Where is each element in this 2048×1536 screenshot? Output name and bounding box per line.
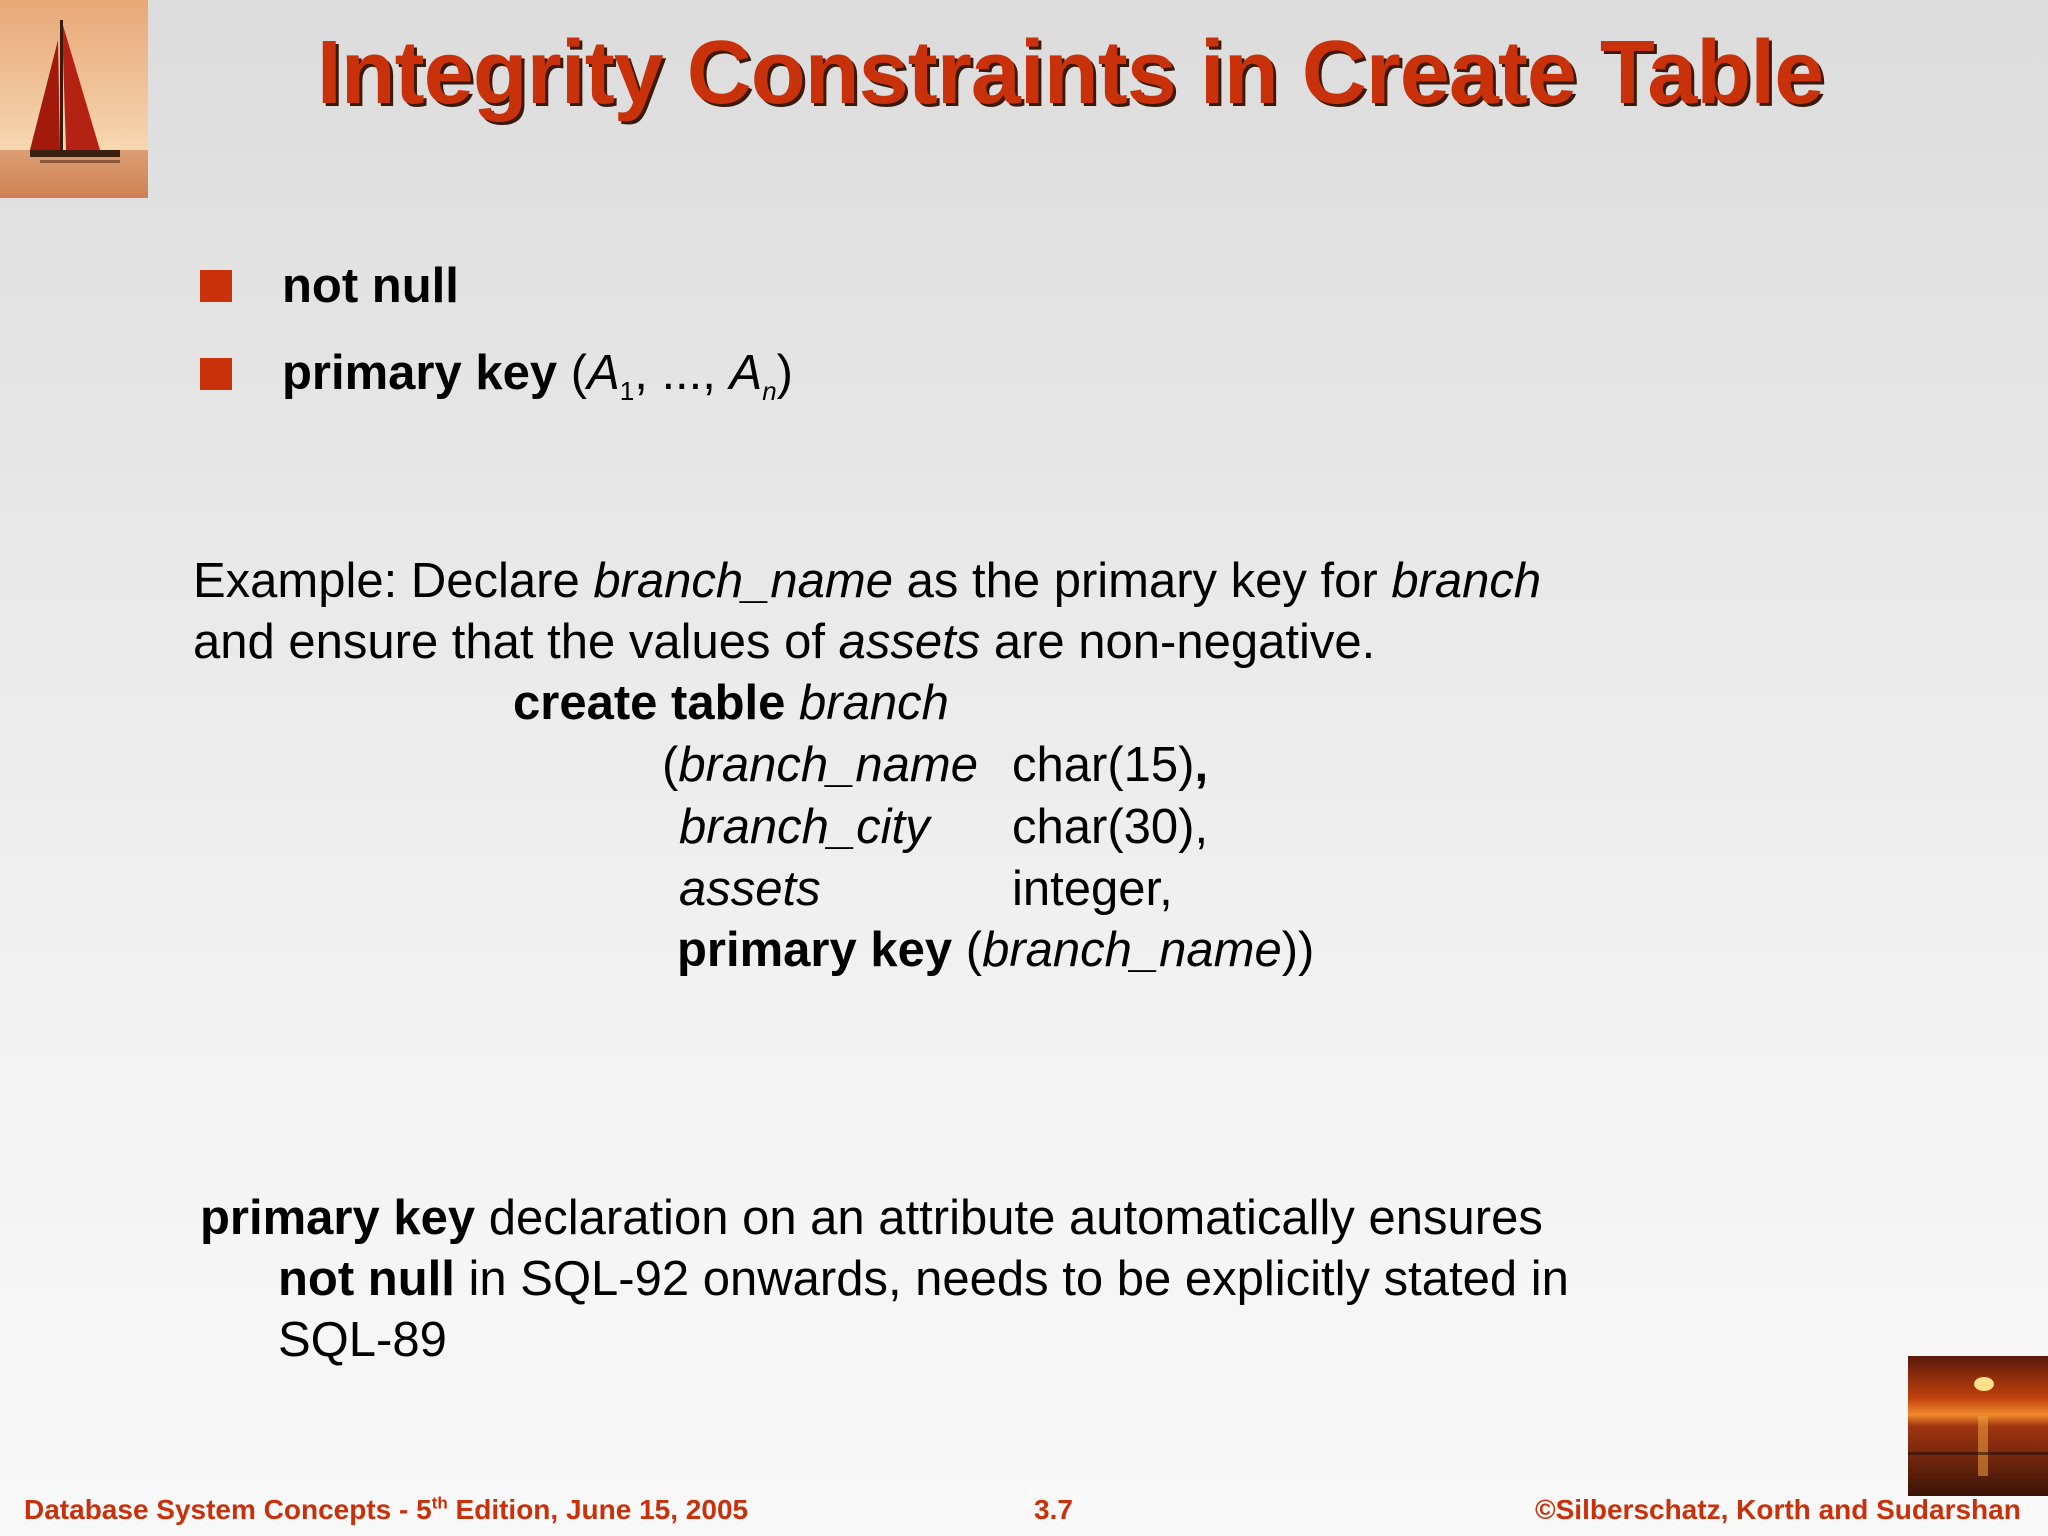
slide-title: Integrity Constraints in Create Table xyxy=(316,23,1824,123)
example-text: Example: Declare xyxy=(193,554,594,608)
note-line-2 xyxy=(278,1251,1569,1307)
code-paren: ( xyxy=(662,738,679,792)
code-comma: , xyxy=(1194,738,1209,792)
footer-text: Edition, June 15, 2005 xyxy=(447,1494,749,1525)
bullet-square-icon xyxy=(200,270,232,302)
sub-1: 1 xyxy=(619,375,635,406)
code-attr: branch_name xyxy=(678,738,978,792)
note-line-1 xyxy=(200,1190,1543,1246)
example-text: as the primary key for xyxy=(892,554,1392,608)
note-keyword: primary key xyxy=(200,1191,476,1245)
code-paren: ( xyxy=(952,923,983,977)
footer-course xyxy=(24,1494,748,1526)
bullet-primary-key-label: primary key xyxy=(282,346,558,400)
example-attr: branch_name xyxy=(593,554,893,608)
bullet-primary-key xyxy=(282,345,793,406)
code-keyword: primary key xyxy=(677,923,953,977)
code-keyword: create table xyxy=(513,676,786,730)
example-attr: assets xyxy=(838,615,981,669)
footer-page-number: 3.7 xyxy=(1034,1494,1073,1525)
code-row-4 xyxy=(677,922,1314,978)
example-line-2 xyxy=(193,614,1375,670)
example-text: and ensure that the values of xyxy=(193,615,839,669)
code-attr: branch_name xyxy=(982,923,1282,977)
code-row-2-type: char(30), xyxy=(1012,800,1209,854)
code-paren: )) xyxy=(1281,923,1315,977)
sailboat-image xyxy=(0,0,148,198)
code-row-3-type: integer, xyxy=(1012,862,1173,916)
sunset-image xyxy=(1908,1356,2048,1496)
footer-sup: th xyxy=(431,1493,448,1513)
code-row-1-attr xyxy=(662,737,978,793)
paren-open: ( xyxy=(557,346,588,400)
note-line-3: SQL-89 xyxy=(278,1313,447,1367)
code-row-1-type xyxy=(1012,737,1208,793)
ellipsis: , ..., xyxy=(634,346,730,400)
code-table-name: branch xyxy=(799,676,949,730)
code-row-2-attr: branch_city xyxy=(679,800,930,854)
attr-a1: A xyxy=(587,346,620,400)
code-type: char(15) xyxy=(1012,738,1195,792)
bullet-not-null: not null xyxy=(282,259,459,313)
footer-copyright: ©Silberschatz, Korth and Sudarshan xyxy=(1535,1494,2021,1525)
example-table: branch xyxy=(1391,554,1542,608)
example-text: are non-negative. xyxy=(980,615,1376,669)
example-line-1 xyxy=(193,553,1541,609)
note-text: in SQL-92 onwards, needs to be explicitly stated in xyxy=(454,1252,1569,1306)
bullet-square-icon xyxy=(200,358,232,390)
code-create-table xyxy=(513,675,949,731)
footer-text: Database System Concepts - 5 xyxy=(24,1494,432,1525)
sub-n: n xyxy=(762,375,777,406)
note-keyword: not null xyxy=(278,1252,455,1306)
code-row-3-attr: assets xyxy=(679,862,821,916)
attr-an: A xyxy=(729,346,763,400)
note-text: declaration on an attribute automatically ensures xyxy=(475,1191,1543,1245)
paren-close: ) xyxy=(776,346,793,400)
